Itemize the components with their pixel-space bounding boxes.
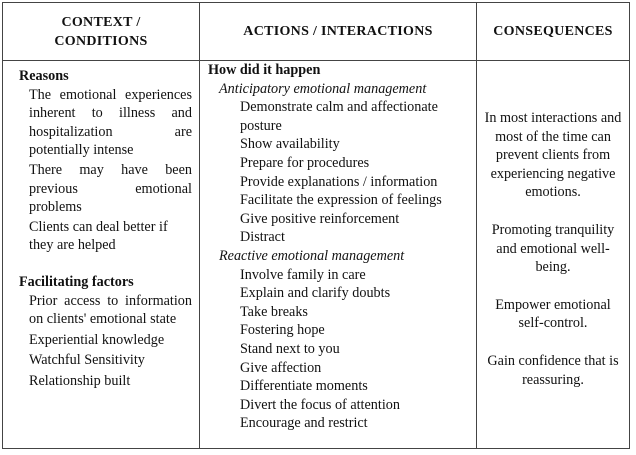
header-context: CONTEXT / CONDITIONS — [54, 14, 148, 49]
reactive-item: Stand next to you — [240, 340, 340, 357]
anticipatory-item: Demonstrate calm and affectionate posture — [240, 99, 438, 134]
anticipatory-item: Show availability — [240, 136, 340, 153]
facilitating-item: Prior access to information on clients' emotional state — [29, 292, 192, 328]
header-consequences: CONSEQUENCES — [493, 24, 613, 39]
column-divider — [476, 3, 477, 448]
reactive-item: Take breaks — [240, 303, 308, 320]
anticipatory-title: Anticipatory emotional management — [219, 80, 427, 97]
reactive-item: Give affection — [240, 359, 322, 376]
reactive-item: Divert the focus of attention — [240, 396, 400, 413]
reactive-item: Involve family in care — [240, 266, 366, 283]
anticipatory-item: Prepare for procedures — [240, 154, 370, 171]
anticipatory-item: Facilitate the expression of feelings — [240, 192, 442, 209]
reactive-item: Fostering hope — [240, 322, 325, 339]
reason-item: The emotional experiences inherent to illness and hospitalization are potentially intense — [29, 86, 192, 159]
how-title: How did it happen — [208, 62, 321, 78]
reasons-title: Reasons — [19, 68, 69, 84]
anticipatory-item: Distract — [240, 229, 285, 246]
anticipatory-item: Provide explanations / information — [240, 173, 438, 190]
summary-table — [2, 2, 630, 449]
reactive-item: Explain and clarify doubts — [240, 285, 391, 302]
header-actions: ACTIONS / INTERACTIONS — [243, 24, 433, 39]
consequences-column — [483, 109, 623, 389]
facilitating-item: Watchful Sensitivity — [29, 352, 145, 369]
actions-column — [208, 61, 474, 433]
consequence-item: Empower emotional self-control. — [495, 296, 611, 332]
consequence-item: In most interactions and most of the time can prevent clients from experiencing negative emotions. — [484, 110, 622, 201]
reason-item: There may have been previous emotional problems — [29, 161, 192, 216]
reactive-title: Reactive emotional management — [219, 247, 405, 264]
facilitating-item: Relationship built — [29, 372, 131, 389]
reason-item: Clients can deal better if they are helped — [29, 218, 168, 254]
reactive-item: Encourage and restrict — [240, 415, 368, 432]
reactive-item: Differentiate moments — [240, 378, 368, 395]
consequence-item: Promoting tranquility and emotional well-being. — [491, 221, 615, 276]
context-column — [19, 67, 192, 391]
anticipatory-item: Give positive reinforcement — [240, 210, 400, 227]
consequence-item: Gain confidence that is reassuring. — [487, 352, 619, 388]
facilitating-item: Experiential knowledge — [29, 331, 165, 348]
column-divider — [199, 3, 200, 448]
facilitating-title: Facilitating factors — [19, 273, 134, 290]
